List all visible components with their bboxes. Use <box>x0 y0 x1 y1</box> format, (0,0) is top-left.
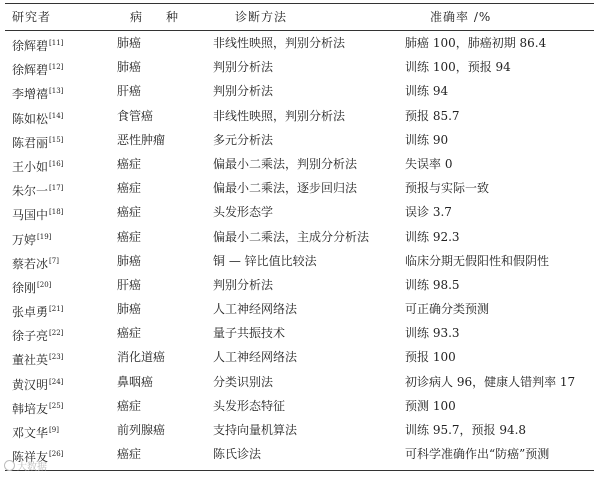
reference-marker: [26] <box>49 450 64 459</box>
reference-marker: [14] <box>49 111 64 120</box>
researcher-name: 张卓勇 <box>12 305 49 320</box>
bottom-rule <box>5 470 594 471</box>
header-accuracy: 准确率 /% <box>430 10 492 24</box>
reference-marker: [23] <box>49 353 64 362</box>
table-row <box>0 200 599 224</box>
researcher-name: 黄汉明 <box>12 377 49 392</box>
method-cell: 铜 — 锌比值比较法 <box>213 253 317 268</box>
method-cell: 偏最小二乘法，逐步回归法 <box>213 181 358 196</box>
table-row <box>0 394 599 418</box>
disease-cell: 肝癌 <box>117 277 142 292</box>
researcher-cell <box>12 128 63 155</box>
disease-cell: 肺癌 <box>117 302 142 317</box>
table-row <box>0 442 599 466</box>
researcher-name: 马国中 <box>12 208 49 223</box>
method-cell: 人工神经网络法 <box>213 350 298 365</box>
researcher-name: 邓文华 <box>12 426 49 440</box>
reference-marker: [9] <box>49 426 59 434</box>
reference-marker: [13] <box>49 87 64 96</box>
reference-marker: [18] <box>49 208 64 217</box>
method-cell: 多元分析法 <box>213 132 274 147</box>
accuracy-cell: 训练 93.3 <box>405 326 460 341</box>
table-row <box>0 249 599 273</box>
researcher-name: 陈祥友 <box>12 450 49 465</box>
accuracy-cell: 肺癌 100，肺癌初期 86.4 <box>405 36 547 50</box>
disease-cell: 癌症 <box>117 156 142 171</box>
disease-cell: 癌症 <box>117 398 142 413</box>
disease-cell: 癌症 <box>117 181 142 196</box>
method-cell: 支持向量机算法 <box>213 423 298 437</box>
method-cell: 头发形态学 <box>213 205 274 220</box>
reference-marker: [25] <box>49 401 64 410</box>
reference-marker: [17] <box>49 184 64 193</box>
researcher-cell <box>12 225 51 252</box>
reference-marker: [7] <box>49 256 59 265</box>
researcher-cell <box>12 31 63 58</box>
researcher-name: 徐刚 <box>12 280 37 295</box>
accuracy-cell: 训练 90 <box>405 132 449 147</box>
disease-cell: 癌症 <box>117 447 142 462</box>
table-row <box>0 31 599 55</box>
reference-marker: [22] <box>49 329 64 338</box>
accuracy-cell: 临床分期无假阳性和假阴性 <box>405 253 550 268</box>
reference-marker: [15] <box>49 135 64 144</box>
accuracy-cell: 误诊 3.7 <box>405 205 452 220</box>
reference-marker: [11] <box>49 39 64 47</box>
table-row <box>0 370 599 394</box>
watermark <box>4 458 47 473</box>
method-cell: 判别分析法 <box>213 277 274 292</box>
accuracy-cell: 训练 98.5 <box>405 277 460 292</box>
method-cell: 偏最小二乘法，判别分析法 <box>213 156 358 171</box>
disease-cell: 肺癌 <box>117 36 142 50</box>
table-header <box>0 4 599 30</box>
researcher-cell <box>12 176 63 203</box>
method-cell: 陈氏诊法 <box>213 447 262 462</box>
disease-cell: 前列腺癌 <box>117 423 166 437</box>
accuracy-cell: 训练 100，预报 94 <box>405 60 511 75</box>
researcher-name: 韩培友 <box>12 401 49 416</box>
method-cell: 偏最小二乘法，主成分分析法 <box>213 229 370 244</box>
method-cell: 非线性映照，判别分析法 <box>213 36 346 50</box>
method-cell: 判别分析法 <box>213 60 274 75</box>
disease-cell: 癌症 <box>117 205 142 220</box>
accuracy-cell: 可科学准确作出“防癌”预测 <box>405 447 550 462</box>
researcher-name: 蔡若冰 <box>12 256 49 271</box>
table-row <box>0 152 599 176</box>
method-cell: 非线性映照，判别分析法 <box>213 108 346 123</box>
researcher-name: 徐辉碧 <box>12 39 49 53</box>
method-cell: 判别分析法 <box>213 84 274 99</box>
table-row <box>0 79 599 103</box>
circle-logo-icon <box>4 460 15 471</box>
researcher-cell <box>12 152 63 179</box>
researcher-cell <box>12 273 51 300</box>
researcher-cell <box>12 418 59 445</box>
table-body <box>0 31 599 466</box>
researcher-cell <box>12 249 59 276</box>
header-disease: 病 种 <box>130 10 185 24</box>
researcher-name: 朱尔一 <box>12 184 49 199</box>
reference-marker: [20] <box>37 280 52 289</box>
reference-marker: [19] <box>37 232 52 241</box>
disease-cell: 癌症 <box>117 326 142 341</box>
reference-marker: [12] <box>49 63 64 72</box>
researcher-cell <box>12 297 63 324</box>
reference-marker: [21] <box>49 305 64 314</box>
accuracy-cell: 训练 94 <box>405 84 449 99</box>
disease-cell: 鼻咽癌 <box>117 374 154 389</box>
table-row <box>0 321 599 345</box>
table-row <box>0 176 599 200</box>
table-row <box>0 225 599 249</box>
accuracy-cell: 预测 100 <box>405 398 456 413</box>
header-researcher: 研究者 <box>12 10 52 24</box>
disease-cell: 食管癌 <box>117 108 154 123</box>
researcher-cell <box>12 345 63 372</box>
disease-cell: 肺癌 <box>117 253 142 268</box>
accuracy-cell: 预报与实际一致 <box>405 181 490 196</box>
accuracy-cell: 训练 95.7，预报 94.8 <box>405 423 527 437</box>
accuracy-cell: 可正确分类预测 <box>405 302 490 317</box>
reference-marker: [24] <box>49 377 64 386</box>
researcher-name: 李增禧 <box>12 87 49 102</box>
table-row <box>0 297 599 321</box>
table-row <box>0 128 599 152</box>
researcher-name: 董社英 <box>12 353 49 368</box>
method-cell: 头发形态特征 <box>213 398 286 413</box>
method-cell: 分类识别法 <box>213 374 274 389</box>
researcher-name: 陈如松 <box>12 111 49 126</box>
researcher-cell <box>12 55 63 82</box>
table-row <box>0 104 599 128</box>
researcher-cell <box>12 104 63 131</box>
disease-cell: 肝癌 <box>117 84 142 99</box>
researcher-cell <box>12 321 63 348</box>
accuracy-cell: 预报 85.7 <box>405 108 460 123</box>
disease-cell: 肺癌 <box>117 60 142 75</box>
researcher-cell <box>12 394 63 421</box>
researcher-cell <box>12 79 63 106</box>
researcher-name: 徐子亮 <box>12 329 49 344</box>
watermark-text: 大数据 <box>17 462 47 473</box>
table-row <box>0 418 599 442</box>
table-row <box>0 55 599 79</box>
method-cell: 人工神经网络法 <box>213 302 298 317</box>
disease-cell: 恶性肿瘤 <box>117 132 166 147</box>
accuracy-cell: 初诊病人 96，健康人错判率 17 <box>405 374 576 389</box>
accuracy-cell: 训练 92.3 <box>405 229 460 244</box>
table-row <box>0 273 599 297</box>
disease-cell: 癌症 <box>117 229 142 244</box>
method-cell: 量子共振技术 <box>213 326 286 341</box>
researcher-cell <box>12 200 63 227</box>
researcher-name: 陈君丽 <box>12 135 49 150</box>
researcher-name: 万婷 <box>12 232 37 247</box>
header-method: 诊断方法 <box>235 10 288 24</box>
reference-marker: [16] <box>49 159 64 168</box>
accuracy-cell: 预报 100 <box>405 350 456 365</box>
researcher-cell <box>12 370 63 397</box>
researcher-name: 徐辉碧 <box>12 63 49 78</box>
accuracy-cell: 失误率 0 <box>405 156 453 171</box>
researcher-name: 王小如 <box>12 159 49 174</box>
disease-cell: 消化道癌 <box>117 350 166 365</box>
table-row <box>0 345 599 369</box>
